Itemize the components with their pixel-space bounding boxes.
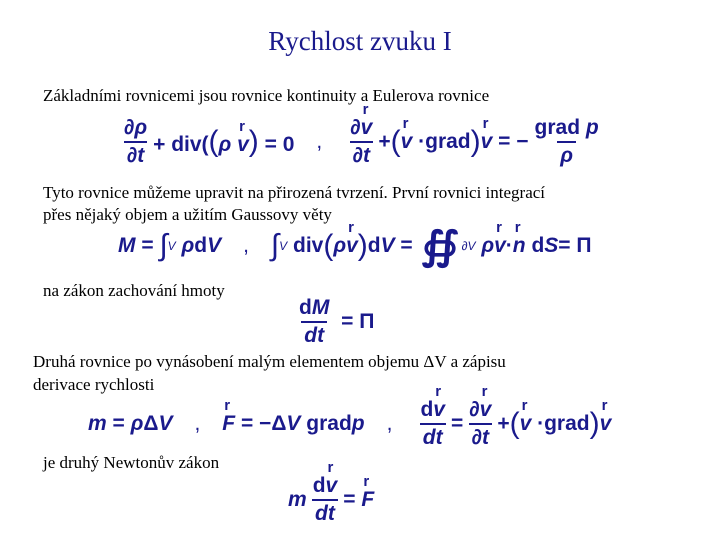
fraction-partial-v-t: $\frac{\text{∂r v}}{\partial t}$ (466, 398, 494, 450)
equation-continuity-euler: $\frac{\partial\rho}{\partial t}$ + div((ρ r v) = 0 , $\frac{\text{∂r v}}{\partial t}$ + ( r v ·grad ) r v = − $\frac{\text{grad p}}{\rho}$ (118, 116, 605, 168)
equation-newton-elements: m = ρ Δ V , r F = −Δ V grad p , $\frac{\text{dr v}}{dt}$ = $\frac{\text{∂r v}}{\partial t}$ + ( r v ·grad ) r v (88, 398, 611, 450)
paragraph-2-line-1: Tyto rovnice můžeme upravit na přirozená tvrzení. První rovnici integrací (43, 183, 546, 202)
paragraph-4-line-2: derivace rychlosti (33, 375, 155, 394)
fraction-dv-dt-total: $\frac{\text{dr v}}{dt}$ (417, 398, 448, 450)
paragraph-2-line-2: přes nějaký objem a užitím Gaussovy věty (43, 205, 332, 224)
page-title: Rychlost zvuku I (268, 26, 452, 56)
paragraph-3: na zákon zachování hmoty (43, 281, 225, 300)
fraction-dv-dt-newton: $\frac{\text{dr v}}{dt}$ (310, 474, 341, 526)
intro-paragraph: Základními rovnicemi jsou rovnice kontinuity a Eulerova rovnice (43, 86, 490, 105)
fraction-dv-dt: $\frac{\text{∂r v}}{\partial t}$ (347, 116, 375, 168)
surface-integral-symbol: ∯ (420, 224, 460, 268)
fraction-dM-dt: $\frac{dM}{dt}$ (299, 296, 330, 347)
equation-newton-second-law: m $\frac{\text{dr v}}{dt}$ = r F (288, 474, 374, 526)
fraction-gradp-rho: $\frac{\text{grad p}}{\rho}$ (534, 116, 599, 167)
equation-mass-conservation: $\frac{dM}{dt}$ = Π (293, 296, 374, 348)
paragraph-5: je druhý Newtonův zákon (43, 453, 220, 472)
fraction-drho-dt: $\frac{\partial\rho}{\partial t}$ (124, 116, 148, 167)
paragraph-4-line-1: Druhá rovnice po vynásobení malým elementem objemu ΔV a zápisu (33, 352, 506, 371)
equation-mass-gauss: M = ∫ V ρ d V , ∫ V div ( ρ r v ) d V = ∯ ∂V ρ r v · r n d S = Π (118, 224, 592, 268)
